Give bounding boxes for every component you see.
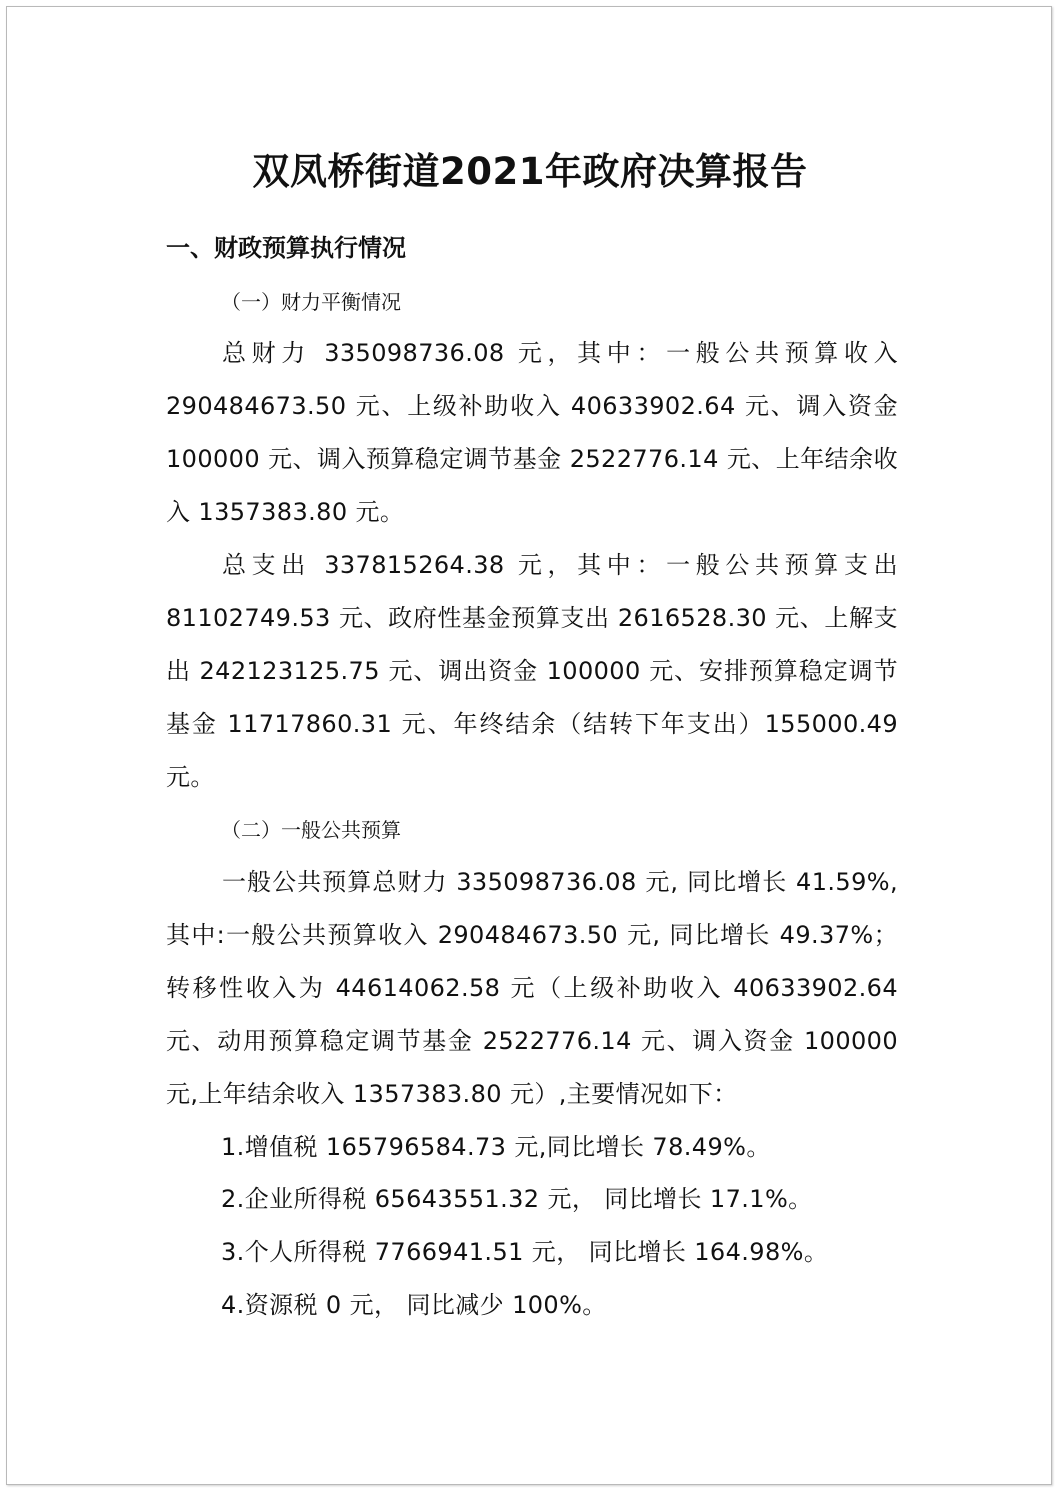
list-item-vat: 1.增值税 165796584.73 元,同比增长 78.49%。 bbox=[221, 1133, 771, 1161]
document-title: 双凤桥街道2021年政府决算报告 bbox=[252, 150, 808, 193]
paragraph-total-revenue: 总财力 335098736.08 元，其中：一般公共预算收入 290484673.50 元、上级补助收入 40633902.64 元、调入资金 100000 元、调入预算稳定调节基金 2522776.14 元、上年结余收入 1357383.80 元。 bbox=[166, 339, 898, 526]
subsection-heading-general-budget: （二）一般公共预算 bbox=[221, 818, 401, 842]
list-item-resource-tax: 4.资源税 0 元， 同比减少 100%。 bbox=[221, 1291, 607, 1319]
section-heading-budget-execution: 一、财政预算执行情况 bbox=[166, 234, 406, 262]
subsection-heading-financial-balance: （一）财力平衡情况 bbox=[221, 290, 401, 314]
list-item-corporate-tax: 2.企业所得税 65643551.32 元， 同比增长 17.1%。 bbox=[221, 1185, 813, 1213]
paragraph-total-expenditure: 总支出 337815264.38 元，其中：一般公共预算支出 81102749.53 元、政府性基金预算支出 2616528.30 元、上解支出 242123125.75 元、调出资金 100000 元、安排预算稳定调节基金 11717860.31 元、年终结余（结转下年支出）155000.49 元。 bbox=[166, 551, 898, 791]
paragraph-general-budget: 一般公共预算总财力 335098736.08 元, 同比增长 41.59%, 其中:一般公共预算收入 290484673.50 元, 同比增长 49.37%；转移性收入为 44614062.58 元（上级补助收入 40633902.64 元、动用预算稳定调节基金 2522776.14 元、调入资金 100000 元,上年结余收入 1357383.80 元）,主要情况如下： bbox=[166, 868, 898, 1108]
list-item-personal-tax: 3.个人所得税 7766941.51 元， 同比增长 164.98%。 bbox=[221, 1238, 829, 1266]
